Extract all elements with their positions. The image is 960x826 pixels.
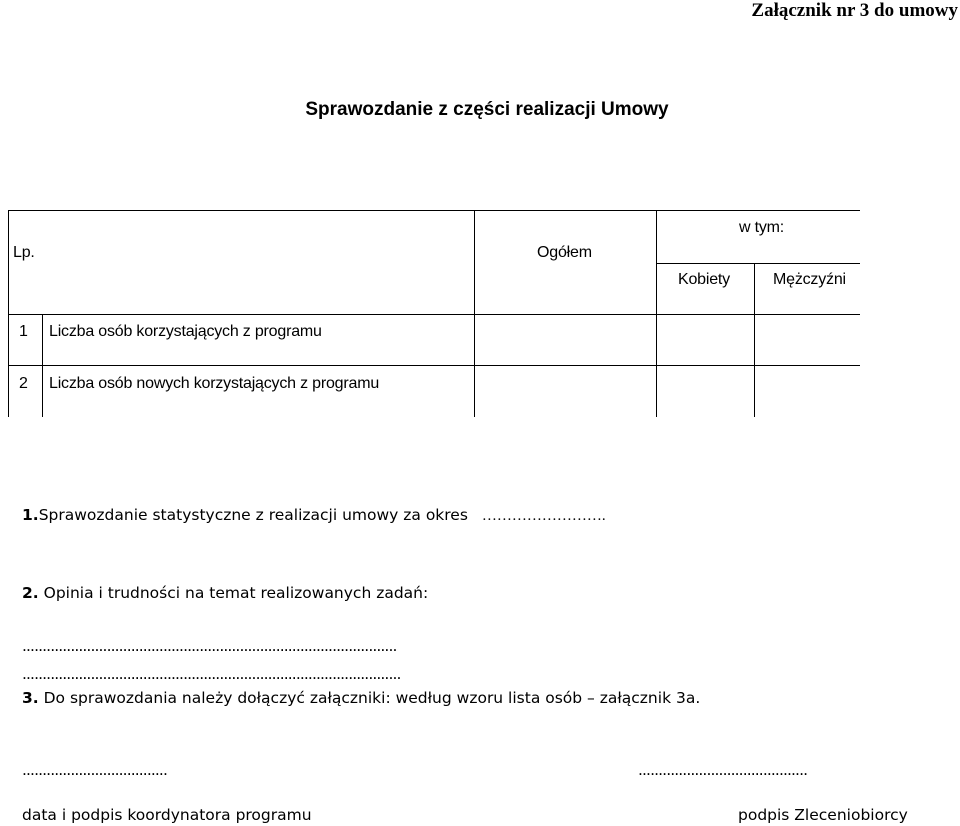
section-3-number: 3. <box>22 689 39 707</box>
section-1 <box>22 505 606 526</box>
signature-left-label: data i podpis koordynatora programu <box>22 806 312 824</box>
answer-dots-line-2: .............................................................................................. <box>22 665 401 683</box>
row-1-number: 1 <box>19 323 28 340</box>
header-of-which: w tym: <box>739 219 785 236</box>
row-2-number: 2 <box>19 375 28 392</box>
header-men: Mężczyźni <box>773 271 846 288</box>
table-row-separator <box>8 365 860 366</box>
section-3-text: Do sprawozdania należy dołączyć załączniki: według wzoru lista osób – załącznik 3a. <box>38 689 701 707</box>
signature-right-label: podpis Zleceniobiorcy <box>738 806 908 824</box>
table-total-right-divider <box>656 210 657 417</box>
section-3 <box>22 688 700 708</box>
signature-left-line: .................................... <box>22 761 167 779</box>
row-1-label: Liczba osób korzystających z programu <box>49 323 322 340</box>
section-1-fill-line: ……………………. <box>481 508 606 524</box>
section-1-number: 1. <box>22 506 39 524</box>
table-total-left-divider <box>474 210 475 417</box>
table-subheader-line <box>656 263 860 264</box>
header-lp: Lp. <box>13 244 35 261</box>
section-1-text: Sprawozdanie statystyczne z realizacji umowy za okres <box>38 506 468 524</box>
table-lp-divider <box>42 314 43 417</box>
section-2-text: Opinia i trudności na temat realizowanych zadań: <box>38 584 429 602</box>
document-title: Sprawozdanie z części realizacji Umowy <box>305 99 669 120</box>
answer-dots-line-1: ............................................................................................. <box>22 637 397 655</box>
table-header-bottom-line <box>8 314 860 315</box>
header-total: Ogółem <box>537 244 592 261</box>
row-2-label: Liczba osób nowych korzystających z programu <box>49 375 380 392</box>
section-2-number: 2. <box>22 584 39 602</box>
annex-label: Załącznik nr 3 do umowy <box>751 0 958 21</box>
section-2 <box>22 583 428 603</box>
table-left-border <box>8 210 9 417</box>
signature-right-line: .......................................... <box>638 761 808 779</box>
table-top-border <box>8 210 860 211</box>
header-women: Kobiety <box>678 271 730 288</box>
table-gender-divider <box>754 263 755 417</box>
